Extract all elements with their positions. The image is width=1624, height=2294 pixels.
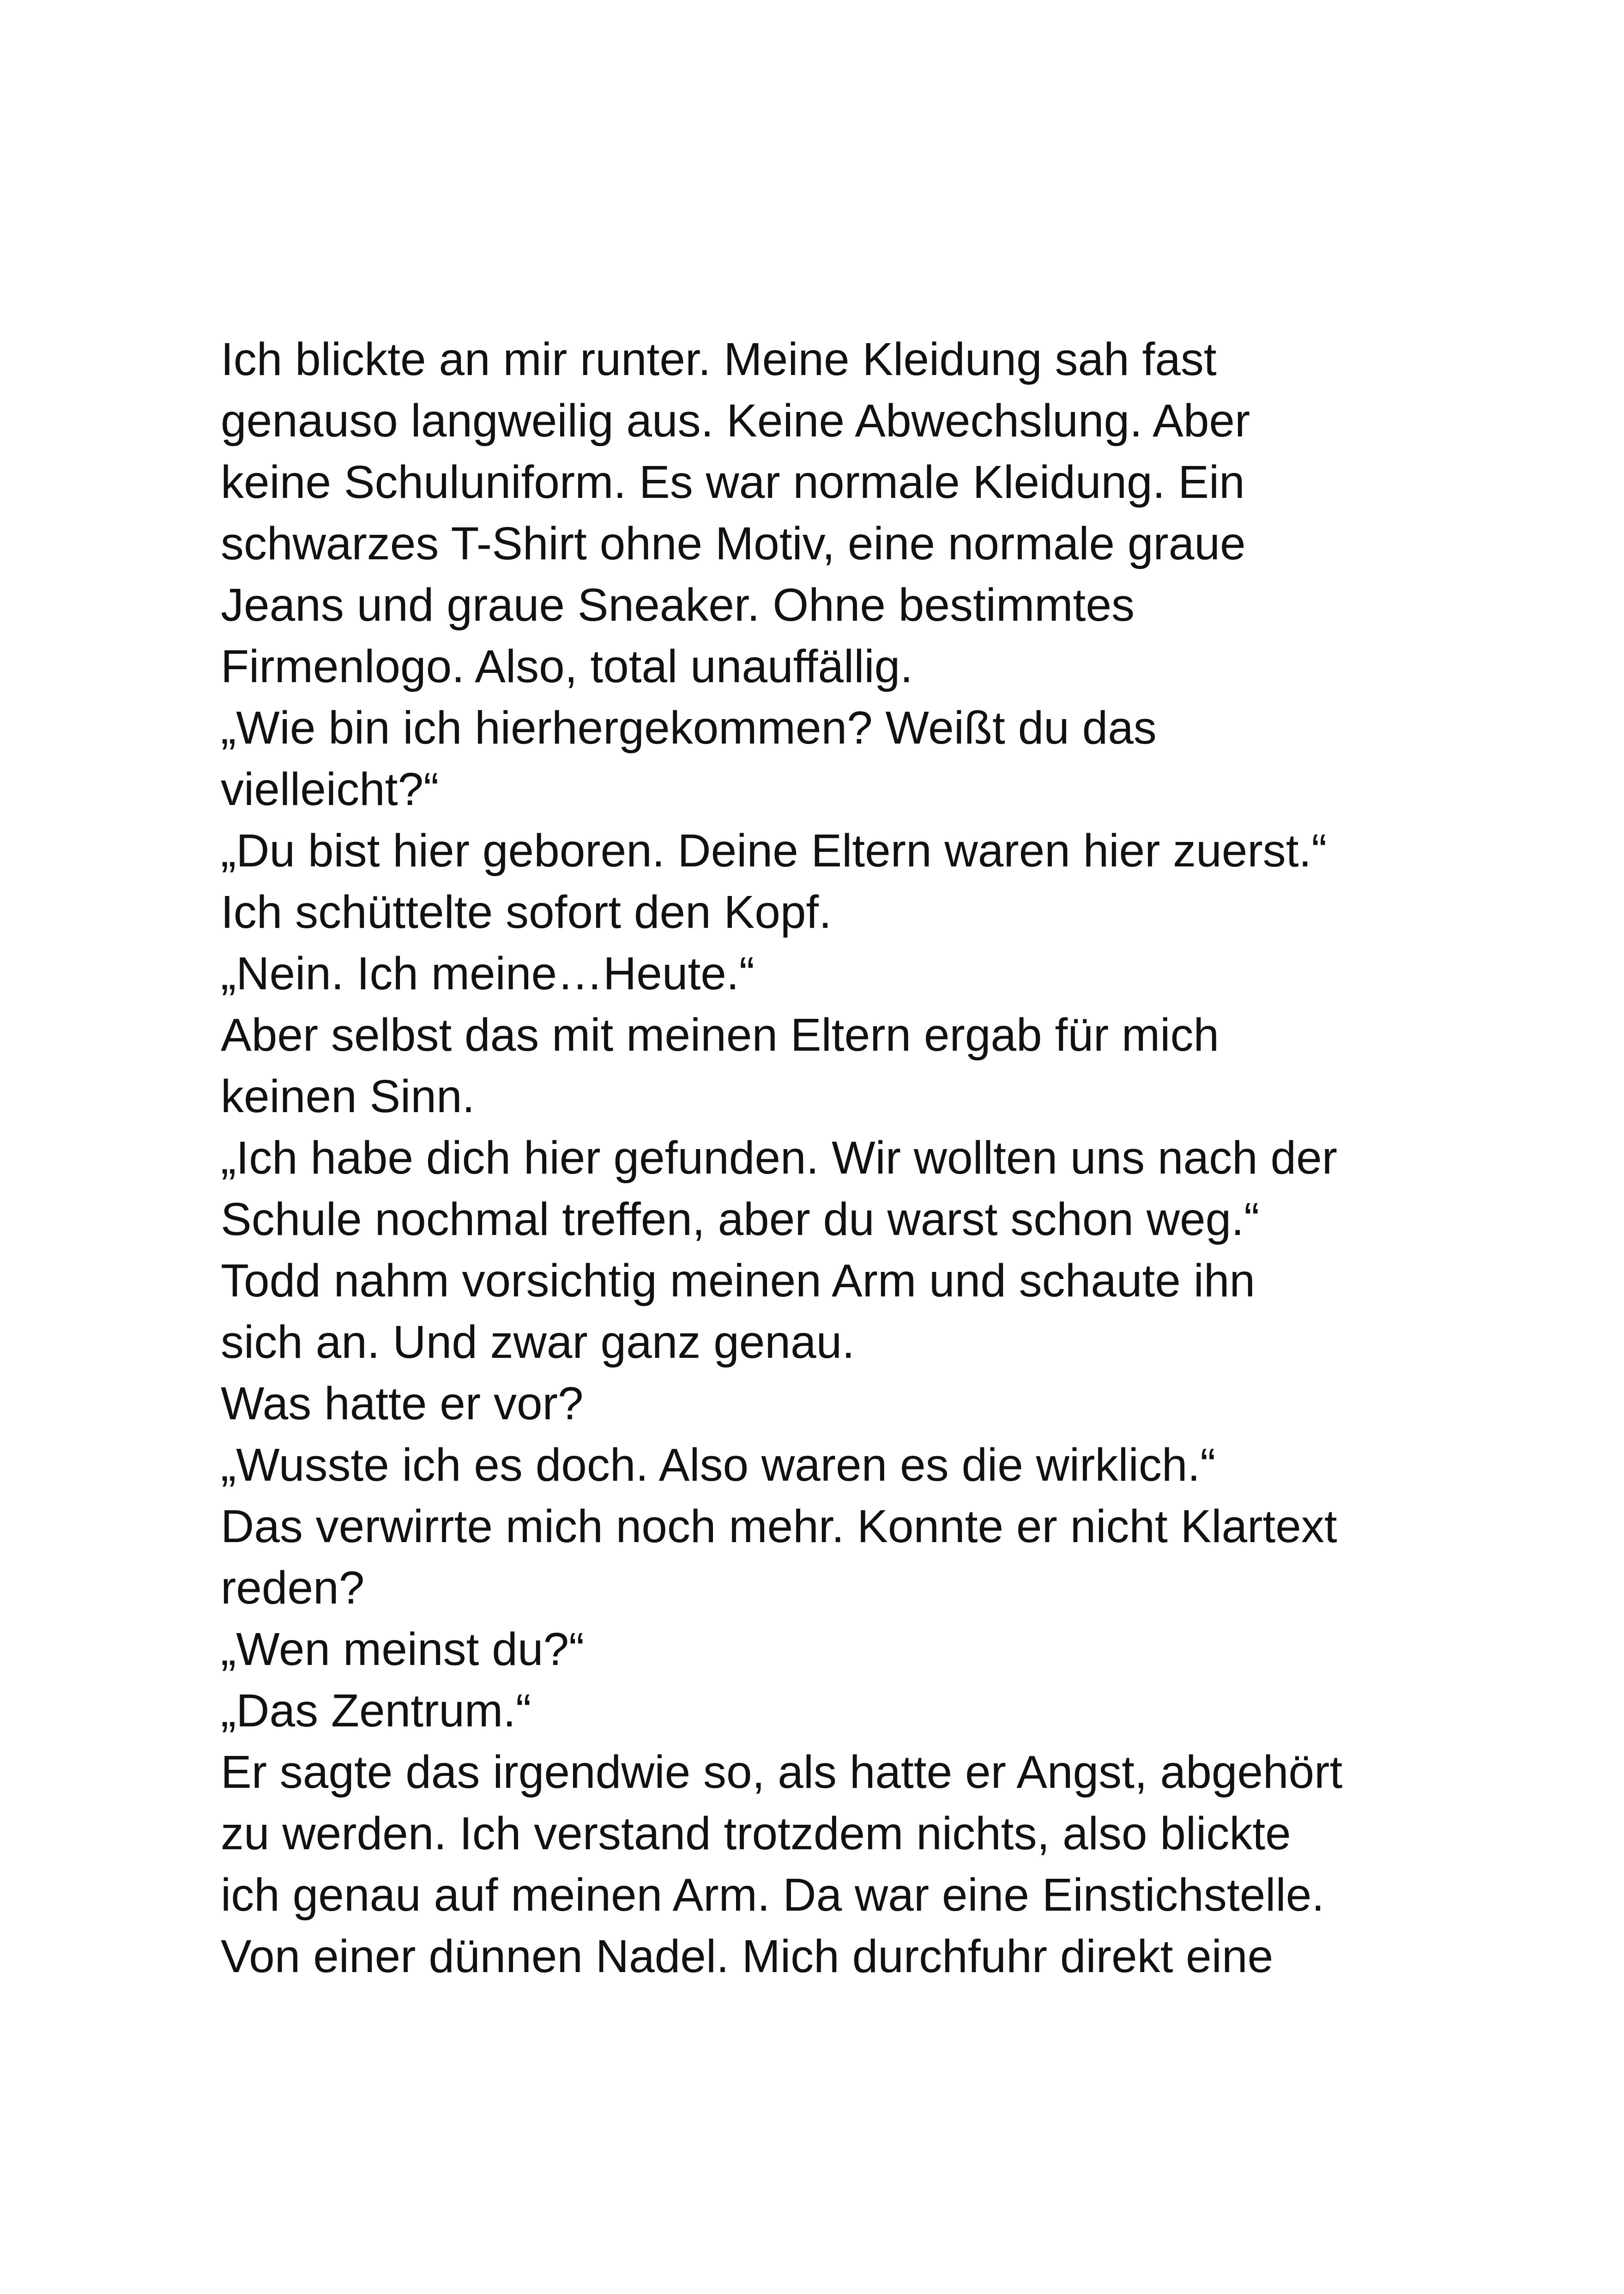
text-line: „Wie bin ich hierhergekommen? Weißt du das bbox=[221, 702, 1157, 754]
text-line: keine Schuluniform. Es war normale Kleidung. Ein bbox=[221, 456, 1245, 508]
text-line: vielleicht?“ bbox=[221, 763, 439, 815]
text-line: reden? bbox=[221, 1562, 365, 1614]
text-line: ich genau auf meinen Arm. Da war eine Einstichstelle. bbox=[221, 1869, 1325, 1921]
text-line: Schule nochmal treffen, aber du warst schon weg.“ bbox=[221, 1193, 1260, 1245]
text-line: „Wen meinst du?“ bbox=[221, 1623, 585, 1675]
text-line: „Du bist hier geboren. Deine Eltern waren hier zuerst.“ bbox=[221, 825, 1327, 877]
text-line: „Das Zentrum.“ bbox=[221, 1685, 531, 1737]
text-line: Von einer dünnen Nadel. Mich durchfuhr direkt eine bbox=[221, 1931, 1274, 1982]
text-line: Aber selbst das mit meinen Eltern ergab für mich bbox=[221, 1009, 1220, 1061]
text-line: schwarzes T-Shirt ohne Motiv, eine normale graue bbox=[221, 518, 1246, 569]
text-line: zu werden. Ich verstand trotzdem nichts, also blickte bbox=[221, 1808, 1291, 1859]
text-line: „Wusste ich es doch. Also waren es die wirklich.“ bbox=[221, 1439, 1216, 1491]
text-line: Jeans und graue Sneaker. Ohne bestimmtes bbox=[221, 579, 1135, 631]
text-line: Firmenlogo. Also, total unauffällig. bbox=[221, 641, 913, 692]
text-line: Er sagte das irgendwie so, als hatte er Angst, abgehört bbox=[221, 1746, 1343, 1798]
body-text bbox=[221, 329, 1421, 1987]
text-line: Ich blickte an mir runter. Meine Kleidung sah fast bbox=[221, 333, 1217, 385]
text-line: keinen Sinn. bbox=[221, 1071, 475, 1122]
text-line: genauso langweilig aus. Keine Abwechslung. Aber bbox=[221, 395, 1250, 447]
text-line: Todd nahm vorsichtig meinen Arm und schaute ihn bbox=[221, 1255, 1256, 1307]
text-line: „Ich habe dich hier gefunden. Wir wollten uns nach der bbox=[221, 1132, 1338, 1184]
text-line: „Nein. Ich meine…Heute.“ bbox=[221, 948, 755, 999]
text-line: sich an. Und zwar ganz genau. bbox=[221, 1316, 855, 1368]
text-line: Was hatte er vor? bbox=[221, 1378, 584, 1429]
text-line: Ich schüttelte sofort den Kopf. bbox=[221, 886, 832, 938]
text-line: Das verwirrte mich noch mehr. Konnte er nicht Klartext bbox=[221, 1501, 1337, 1552]
